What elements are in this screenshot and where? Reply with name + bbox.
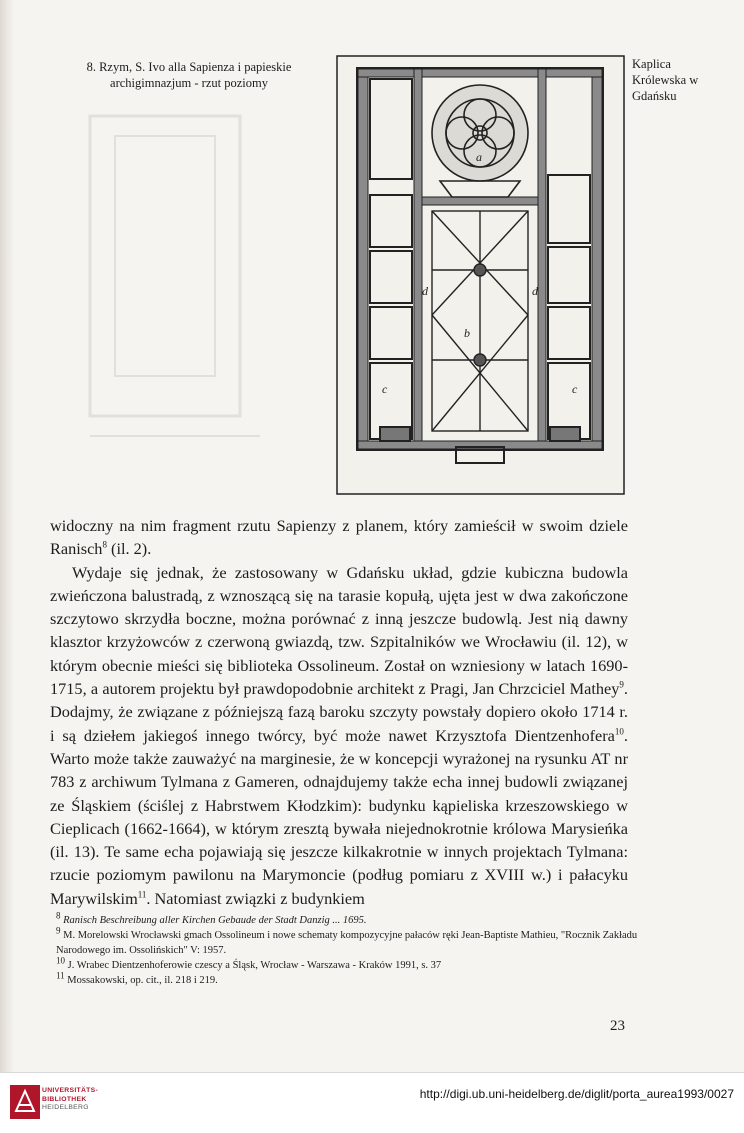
footnote-9: $^9$ M. Morelowski Wrocławski gmach Ossolineum i nowe schematy kompozycyjne pałaców ręki Jean-Baptiste Mathieu, "Rocznik Zakładu Narodowego im. Ossolińskich" V: 1957. — [56, 925, 638, 956]
paragraph-1: widoczny na nim fragment rzutu Sapienzy z planem, który zamieścił w swoim dziele Ranisch$^8$ (il. 2). — [50, 516, 628, 559]
footnote-8: $^8$ Ranisch Beschreibung aller Kirchen Gebaude der Stadt Danzig ... 1695. — [56, 910, 367, 926]
plan-label-a: a — [476, 150, 482, 164]
floor-plan-figure — [336, 55, 625, 495]
figure-caption: 8. Rzym, S. Ivo alla Sapienza i papieskie archigimnazjum - rzut poziomy — [86, 60, 292, 90]
side-caption: Kaplica Królewska w Gdańsku — [632, 57, 699, 103]
body-text — [50, 514, 628, 910]
plan-label-d-right: d — [532, 284, 538, 298]
page-gutter-shadow — [0, 0, 14, 1072]
show-through-drawing — [60, 96, 330, 496]
plan-label-c-right: c — [572, 382, 578, 396]
source-url-link[interactable]: http://digi.ub.uni-heidelberg.de/diglit/porta_aurea1993/0027 — [419, 1087, 734, 1101]
viewer-footer — [0, 1072, 744, 1133]
plan-label-b: b — [464, 326, 470, 340]
page-number: 23 — [610, 1018, 625, 1034]
footnotes — [56, 910, 646, 988]
plan-label-c-left: c — [382, 382, 388, 396]
paragraph-2: Wydaje się jednak, że zastosowany w Gdańsku układ, gdzie kubiczna budowla zwieńczona balustradą, z wznoszącą się na tarasie kopułą, ujęta jest w dwa zakończone szczytowo skrzydła boczne, można porównać z inną jeszcze budowlą. Jest nią dawny klasztor krzyżowców z czerwoną gwiazdą, tzw. Szpitalników we Wrocławiu (il. 12), w którym obecnie mieści się biblioteka Ossolineum. Został on wzniesiony w latach 1690-1715, a autorem projektu był prawdopodobnie architekt z Pragi, Jan Chrzciciel Mathey$^9$. Dodajmy, że związane z późniejszą fazą baroku szczyty powstały dopiero około 1714 r. i są dziełem jakiegoś innego twórcy, być może nawet Krzysztofa Dientzenhofera$^{10}$. Warto może także zauważyć na marginesie, że w koncepcji wyrażonej na rysunku AT nr 783 z archiwum Tylmana z Gameren, odnajdujemy także echa innej budowli związanej ze Śląskiem (ściślej z Habrstwem Kłodzkim): budynku kąpieliska krzeszowskiego w Cieplicach (1662-1664), w którym zresztą bywała niejednokrotnie królowa Marysieńka (il. 13). Te same echa pojawiają się jeszcze kilkakrotnie w innych projektach Tylmana: rzucie poziomym pawilonu na Marymoncie (podług pomiaru z XVIII w.) i pałacyku Marywilskim$^{11}$. Natomiast związki z budynkiem — [50, 562, 628, 908]
footnote-10: $^{10}$ J. Wrabec Dientzenhoferowie czescy a Śląsk, Wrocław - Warszawa - Kraków 1991, s. 37 — [56, 955, 442, 971]
plan-label-d-left: d — [422, 284, 428, 298]
university-library-logo-icon[interactable] — [10, 1085, 40, 1119]
logo-text: UNIVERSITÄTS- BIBLIOTHEK HEIDELBERG — [42, 1087, 99, 1111]
footnote-11: $^{11}$ Mossakowski, op. cit., il. 218 i 219. — [56, 970, 218, 986]
